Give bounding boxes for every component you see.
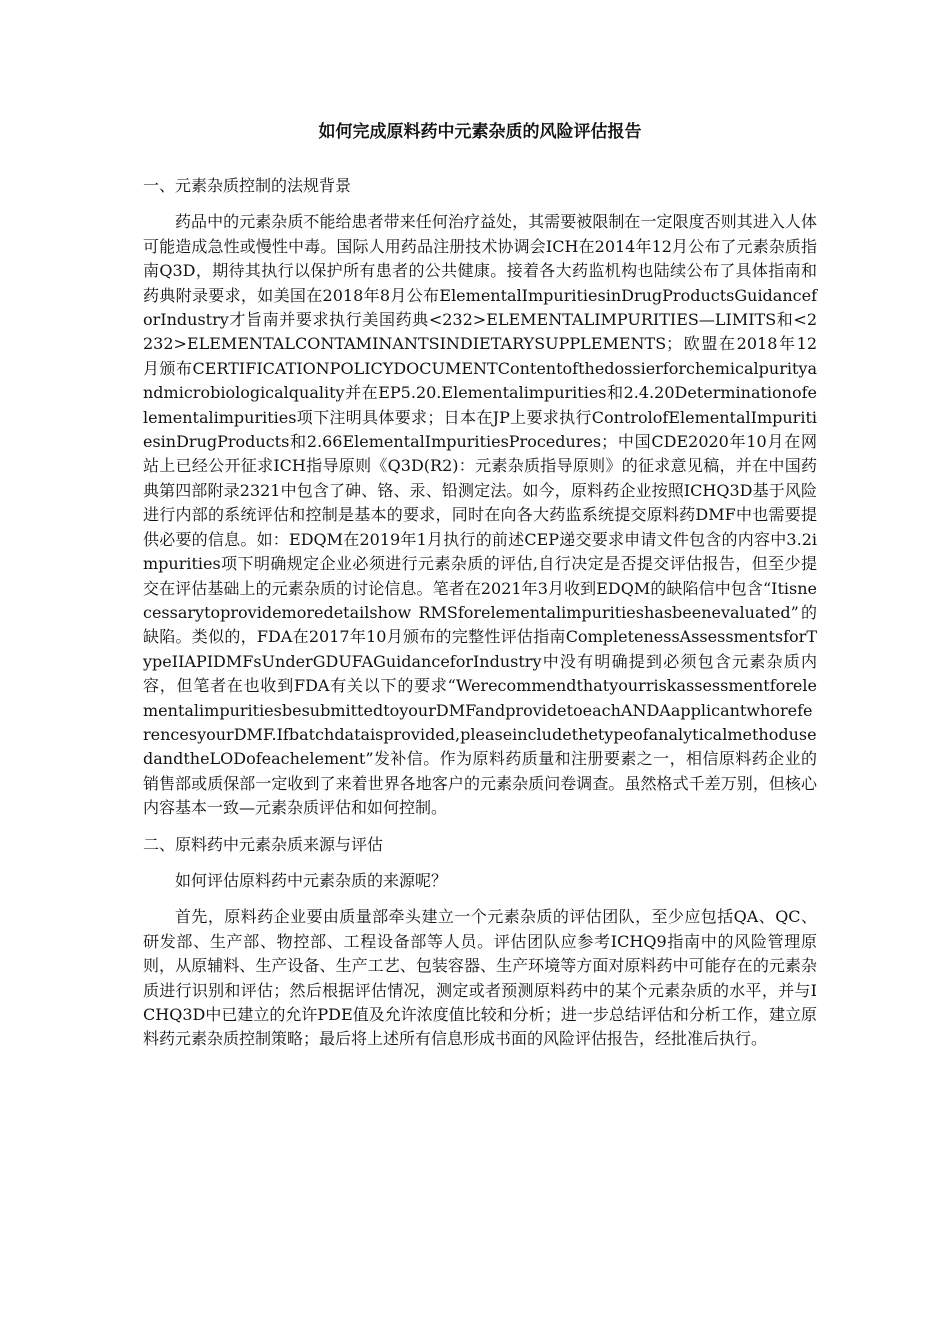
section-paragraph-source-assessment: 首先，原料药企业要由质量部牵头建立一个元素杂质的评估团队，至少应包括QA、QC、研发部、生产部、物控部、工程设备部等人员。评估团队应参考ICHQ9指南中的风险管理原则，从原辅料、生产设备、生产工艺、包装容器、生产环境等方面对原料药中可能存在的元素杂质进行识别和评估；然后根据评估情况，测定或者预测原料药中的某个元素杂质的水平，并与ICHQ3D中已建立的允许PDE值及允许浓度值比较和分析；进一步总结评估和分析工作，建立原料药元素杂质控制策略；最后将上述所有信息形成书面的风险评估报告，经批准后执行。 bbox=[143, 907, 817, 1049]
section-paragraph-regulatory-background: 药品中的元素杂质不能给患者带来任何治疗益处，其需要被限制在一定限度否则其进入人体可能造成急性或慢性中毒。国际人用药品注册技术协调会ICH在2014年12月公布了元素杂质指南Q3D，期待其执行以保护所有患者的公共健康。接着各大药监机构也陆续公布了具体指南和药典附录要求，如美国在2018年8月公布ElementalImpuritiesinDrugProductsGuidanceforIndustry才旨南并要求执行美国药典<232>ELEMENTALIMPURITIES—LIMITS和<2232>ELEMENTALCONTAMINANTSINDIETARYSUPPLEMENTS；欧盟在2018年12月颁布CERTIFICATIONPOLICYDOCUMENTContentofthedossierforchemicalpurityandmicrobiologicalquality并在EP5.20.Elementalimpurities和2.4.20Determinationofelementalimpurities项下注明具体要求；日本在JP上要求执行ControlofElementalImpuritiesinDrugProducts和2.66ElementalImpuritiesProcedures；中国CDE2020年10月在网站上已经公开征求ICH指导原则《Q3D(R2)：元素杂质指导原则》的征求意见稿，并在中国药典第四部附录2321中包含了砷、铬、汞、铅测定法。如今，原料药企业按照ICHQ3D基于风险进行内部的系统评估和控制是基本的要求，同时在向各大药监系统提交原料药DMF中也需要提供必要的信息。如：EDQM在2019年1月执行的前述CEP递交要求申请文件包含的内容中3.2impurities项下明确规定企业必须进行元素杂质的评估,自行决定是否提交评估报告，但至少提交在评估基础上的元素杂质的讨论信息。笔者在2021年3月收到EDQM的缺陷信中包含“Itisnecessarytoprovidemoredetailshow RMSforelementalimpuritieshasbeenevaluated”的缺陷。类似的，FDA在2017年10月颁布的完整性评估指南CompletenessAssessmentsforTypeIIAPIDMFsUnderGDUFAGuidanceforIndustry中没有明确提到必须包含元素杂质内容，但笔者在也收到FDA有关以下的要求“WerecommendthatyourriskassessmentforelementalimpuritiesbesubmittedtoyourDMFandprovidetoeachANDAapplicantwhoreferencesyourDMF.Ifbatchdataisprovided,pleaseincludethetypeofanalyticalmethodusedandtheLODofeachelement”发补信。作为原料药质量和注册要素之一，相信原料药企业的销售部或质保部一定收到了来着世界各地客户的元素杂质问卷调查。虽然格式千差万别，但核心内容基本一致—元素杂质评估和如何控制。 bbox=[143, 212, 817, 818]
section-question: 如何评估原料药中元素杂质的来源呢？ bbox=[175, 870, 448, 890]
section-heading-regulatory-background: 一、元素杂质控制的法规背景 bbox=[143, 176, 352, 195]
document-page bbox=[143, 120, 817, 1064]
section-heading-source-assessment: 二、原料药中元素杂质来源与评估 bbox=[143, 834, 384, 854]
document-title: 如何完成原料药中元素杂质的风险评估报告 bbox=[318, 122, 642, 142]
